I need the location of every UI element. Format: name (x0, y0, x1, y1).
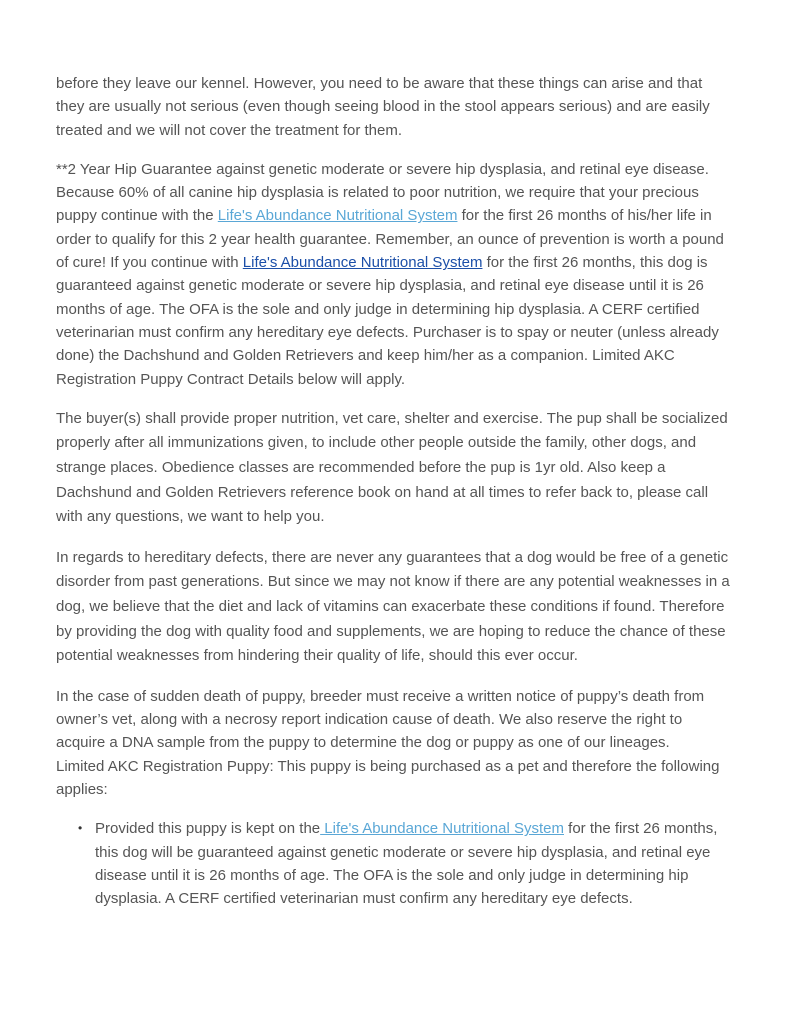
paragraph-hip-guarantee (56, 158, 734, 391)
bullet-icon: • (78, 821, 83, 836)
lifes-abundance-link-visited[interactable]: Life's Abundance Nutritional System (242, 254, 483, 272)
hip-guarantee-text-1: **2 Year Hip Guarantee against genetic moderate or severe hip dysplasia, and retinal eye disease. Because 60% of all canine hip dysplasia is related to poor nutrition, we require that your precious puppy continue with the (56, 160, 709, 225)
paragraph-hereditary-defects: In regards to hereditary defects, there are never any guarantees that a dog would be free of a genetic disorder from past generations. But since we may not know if there are any potential weaknesses in a dog, we believe that the diet and lack of vitamins can exacerbate these conditions if found. Therefore by providing the dog with quality food and supplements, we are hoping to reduce the chance of these potential weaknesses from hindering their quality of life, should this ever occur. (56, 548, 730, 665)
document-body (56, 72, 734, 910)
conditions-list (56, 817, 734, 910)
list-item-text-1: Provided this puppy is kept on the (95, 820, 321, 838)
list-item (78, 817, 734, 910)
hip-guarantee-text-2: for the first 26 months of his/her life in order to qualify for this 2 year health guarantee. Remember, an ounce of prevention is worth a pound of cure! If you continue with (56, 207, 724, 272)
lifes-abundance-link[interactable]: Life's Abundance Nutritional System (217, 207, 458, 225)
paragraph-limited-akc: Limited AKC Registration Puppy: This puppy is being purchased as a pet and therefore the following applies: (56, 757, 720, 798)
list-item-text-2: for the first 26 months, this dog will be guaranteed against genetic moderate or severe hip dysplasia, and retinal eye disease until it is 26 months of age. The OFA is the sole and only judge in determining hip dysplasia. A CERF certified veterinarian must confirm any hereditary eye defects. (95, 820, 718, 908)
paragraph-sudden-death: In the case of sudden death of puppy, breeder must receive a written notice of puppy’s death from owner’s vet, along with a necrosy report indication cause of death. We also reserve the right to acquire a DNA sample from the puppy to determine the dog or puppy as one of our lineages. (56, 687, 705, 752)
paragraph-kennel-note: before they leave our kennel. However, you need to be aware that these things can arise and that they are usually not serious (even though seeing blood in the stool appears serious) and are easily treated and we will not cover the treatment for them. (56, 75, 710, 139)
lifes-abundance-list-link[interactable]: Life's Abundance Nutritional System (320, 820, 564, 838)
hip-guarantee-text-3: for the first 26 months, this dog is guaranteed against genetic moderate or severe hip dysplasia, and retinal eye disease until it is 26 months of age. The OFA is the sole and only judge in determining hip dysplasia. A CERF certified veterinarian must confirm any hereditary eye defects. Purchaser is to spay or neuter (unless already done) the Dachshund and Golden Retrievers and keep him/her as a companion. Limited AKC Registration Puppy Contract Details below will apply. (56, 254, 719, 388)
paragraph-buyer-responsibilities: The buyer(s) shall provide proper nutrition, vet care, shelter and exercise. The pup shall be socialized properly after all immunizations given, to include other people outside the family, other dogs, and strange places. Obedience classes are recommended before the pup is 1yr old. Also keep a Dachshund and Golden Retrievers reference book on hand at all times to refer back to, please call with any questions, we want to help you. (56, 409, 728, 526)
